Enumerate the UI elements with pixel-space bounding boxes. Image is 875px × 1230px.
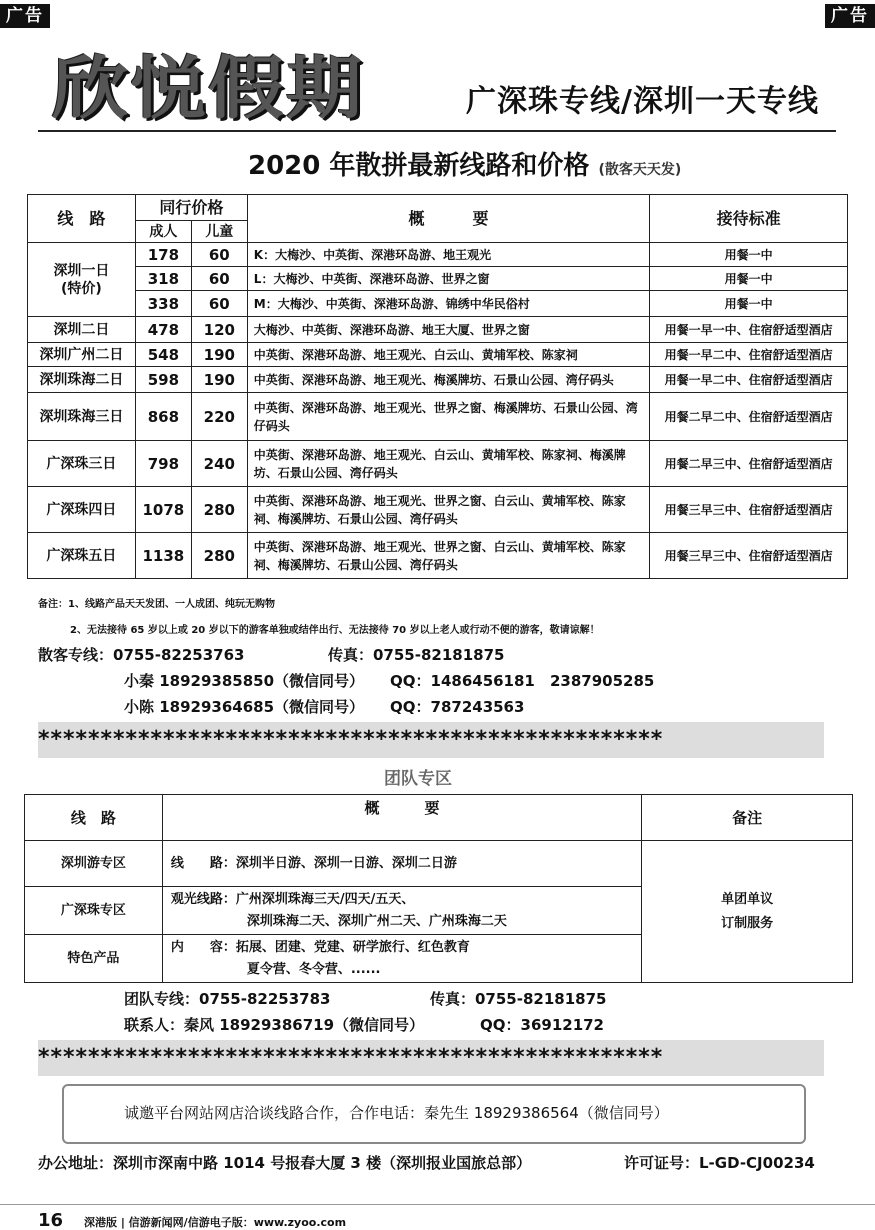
contact-chen-qq: QQ：787243563 — [390, 698, 525, 716]
header-divider — [38, 130, 836, 132]
team-route: 深圳游专区 — [25, 841, 163, 887]
child-price: 190 — [191, 367, 247, 393]
child-price: 280 — [191, 533, 247, 579]
route-summary: L：大梅沙、中英街、深港环岛游、世界之窗 — [247, 267, 649, 291]
route-summary: 中英街、深港环岛游、地王观光、白云山、黄埔军校、陈家祠 — [247, 343, 649, 367]
route-name: 深圳珠海二日 — [28, 367, 136, 393]
team-hotline: 团队专线：0755-82253783 — [124, 990, 331, 1008]
contact-qin-qq: QQ：1486456181 — [390, 672, 535, 690]
child-price: 60 — [191, 291, 247, 317]
route-standard: 用餐一中 — [650, 291, 848, 317]
ad-tag-left: 广告 — [0, 4, 50, 28]
adult-price: 868 — [135, 393, 191, 441]
route-name: 深圳珠海三日 — [28, 393, 136, 441]
route-standard: 用餐三早三中、住宿舒适型酒店 — [650, 533, 848, 579]
table-row — [28, 267, 848, 291]
note-1: 备注：1、线路产品天天发团、一人成团、纯玩无购物 — [38, 599, 275, 610]
team-remark — [642, 841, 853, 983]
team-header-remark: 备注 — [642, 795, 853, 841]
route-standard: 用餐一中 — [650, 243, 848, 267]
route-standard: 用餐三早三中、住宿舒适型酒店 — [650, 487, 848, 533]
note-2: 2、无法接待 65 岁以上或 20 岁以下的游客单独或结伴出行、无法接待 70 岁以上老人或行动不便的游客，敬请谅解！ — [70, 625, 600, 636]
team-summary-line1: 内 容：拓展、团建、党建、研学旅行、红色教育 — [170, 939, 470, 955]
adult-price: 478 — [135, 317, 191, 343]
team-summary — [162, 887, 641, 935]
table-row — [28, 393, 848, 441]
ad-tag-right: 广告 — [825, 4, 875, 28]
team-summary-line1: 线 路：深圳半日游、深圳一日游、深圳二日游 — [170, 855, 457, 871]
team-summary-line1: 观光线路：广州深圳珠海三天/四天/五天、 — [170, 891, 415, 907]
brand-logo: 欣悦假期 — [52, 48, 364, 129]
team-route: 特色产品 — [25, 935, 163, 983]
route-name: 深圳二日 — [28, 317, 136, 343]
route-summary: M：大梅沙、中英街、深港环岛游、锦绣中华民俗村 — [247, 291, 649, 317]
adult-price: 598 — [135, 367, 191, 393]
adult-price: 178 — [135, 243, 191, 267]
route-summary: 中英街、深港环岛游、地王观光、白云山、黄埔军校、陈家祠、梅溪牌坊、石景山公园、湾仔码头 — [247, 441, 649, 487]
contact-chen: 小陈 18929364685（微信同号） — [124, 698, 365, 716]
header-summary: 概 要 — [247, 195, 649, 243]
team-section-title: 团队专区 — [384, 769, 452, 789]
contact-qin: 小秦 18929385850（微信同号） — [124, 672, 365, 690]
adult-price: 318 — [135, 267, 191, 291]
route-name-sub: (特价) — [61, 280, 102, 297]
header-price: 同行价格 — [135, 195, 247, 221]
team-remark-1: 单团单议 — [721, 891, 774, 907]
table-row — [28, 367, 848, 393]
route-name: 广深珠三日 — [28, 441, 136, 487]
table-row — [28, 487, 848, 533]
brand-subtitle: 广深珠专线/深圳一天专线 — [466, 84, 819, 119]
route-summary: 大梅沙、中英街、深港环岛游、地王大厦、世界之窗 — [247, 317, 649, 343]
route-standard: 用餐一早二中、住宿舒适型酒店 — [650, 367, 848, 393]
route-standard: 用餐一早一中、住宿舒适型酒店 — [650, 317, 848, 343]
individual-fax: 传真：0755-82181875 — [328, 646, 505, 664]
adult-price: 548 — [135, 343, 191, 367]
team-summary — [162, 841, 641, 887]
team-person: 联系人：秦风 18929386719（微信同号） — [124, 1016, 425, 1034]
header-child: 儿童 — [191, 221, 247, 243]
table-row — [28, 441, 848, 487]
table-row — [25, 841, 853, 887]
routes-table — [27, 194, 848, 579]
adult-price: 338 — [135, 291, 191, 317]
team-header-route: 线 路 — [25, 795, 163, 841]
contact-qin-qq2: 2387905285 — [550, 672, 655, 690]
footer-text: 深港版 | 信游新闻网/信游电子版：www.zyoo.com — [84, 1216, 347, 1229]
header-standard: 接待标准 — [650, 195, 848, 243]
route-summary: 中英街、深港环岛游、地王观光、世界之窗、梅溪牌坊、石景山公园、湾仔码头 — [247, 393, 649, 441]
route-standard: 用餐一早二中、住宿舒适型酒店 — [650, 343, 848, 367]
route-summary: 中英街、深港环岛游、地王观光、梅溪牌坊、石景山公园、湾仔码头 — [247, 367, 649, 393]
title-note: (散客天天发) — [598, 162, 682, 178]
header-route: 线 路 — [28, 195, 136, 243]
team-table — [24, 794, 853, 983]
page-title — [248, 148, 681, 188]
footer-divider — [0, 1204, 875, 1205]
route-name-main: 深圳一日 — [53, 262, 110, 279]
license-number: 许可证号：L-GD-CJ00234 — [624, 1154, 815, 1172]
team-summary — [162, 935, 641, 983]
route-name: 深圳广州二日 — [28, 343, 136, 367]
team-summary-line2: 夏令营、冬令营、...... — [246, 961, 381, 977]
child-price: 240 — [191, 441, 247, 487]
table-row — [28, 243, 848, 267]
route-summary: 中英街、深港环岛游、地王观光、世界之窗、白云山、黄埔军校、陈家祠、梅溪牌坊、石景山公园、湾仔码头 — [247, 533, 649, 579]
team-qq: QQ：36912172 — [480, 1016, 604, 1034]
route-summary: K：大梅沙、中英街、深港环岛游、地王观光 — [247, 243, 649, 267]
adult-price: 1078 — [135, 487, 191, 533]
table-row — [28, 291, 848, 317]
route-standard: 用餐一中 — [650, 267, 848, 291]
page-number: 16 — [38, 1210, 64, 1230]
child-price: 280 — [191, 487, 247, 533]
individual-hotline: 散客专线：0755-82253763 — [38, 646, 245, 664]
route-name: 广深珠五日 — [28, 533, 136, 579]
office-address: 办公地址：深圳市深南中路 1014 号报春大厦 3 楼（深圳报业国旅总部） — [38, 1154, 532, 1172]
stars-divider-2: ************************************************** — [38, 1040, 824, 1076]
table-row — [28, 343, 848, 367]
adult-price: 798 — [135, 441, 191, 487]
team-fax: 传真：0755-82181875 — [430, 990, 607, 1008]
child-price: 190 — [191, 343, 247, 367]
team-summary-line2: 深圳珠海二天、深圳广州二天、广州珠海二天 — [246, 913, 507, 929]
team-route: 广深珠专区 — [25, 887, 163, 935]
child-price: 60 — [191, 267, 247, 291]
header-adult: 成人 — [135, 221, 191, 243]
adult-price: 1138 — [135, 533, 191, 579]
child-price: 60 — [191, 243, 247, 267]
table-row — [28, 317, 848, 343]
table-row — [28, 533, 848, 579]
stars-divider: ************************************************** — [38, 722, 824, 758]
route-summary: 中英街、深港环岛游、地王观光、世界之窗、白云山、黄埔军校、陈家祠、梅溪牌坊、石景山公园、湾仔码头 — [247, 487, 649, 533]
title-text: 2020 年散拼最新线路和价格 — [248, 151, 590, 181]
route-standard: 用餐二早三中、住宿舒适型酒店 — [650, 441, 848, 487]
cooperation-text: 诚邀平台网站网店洽谈线路合作，合作电话：秦先生 18929386564（微信同号） — [124, 1104, 669, 1122]
route-standard: 用餐二早二中、住宿舒适型酒店 — [650, 393, 848, 441]
team-header-summary: 概 要 — [162, 795, 641, 841]
team-remark-2: 订制服务 — [721, 915, 774, 931]
route-name — [28, 243, 136, 317]
child-price: 220 — [191, 393, 247, 441]
route-name: 广深珠四日 — [28, 487, 136, 533]
child-price: 120 — [191, 317, 247, 343]
